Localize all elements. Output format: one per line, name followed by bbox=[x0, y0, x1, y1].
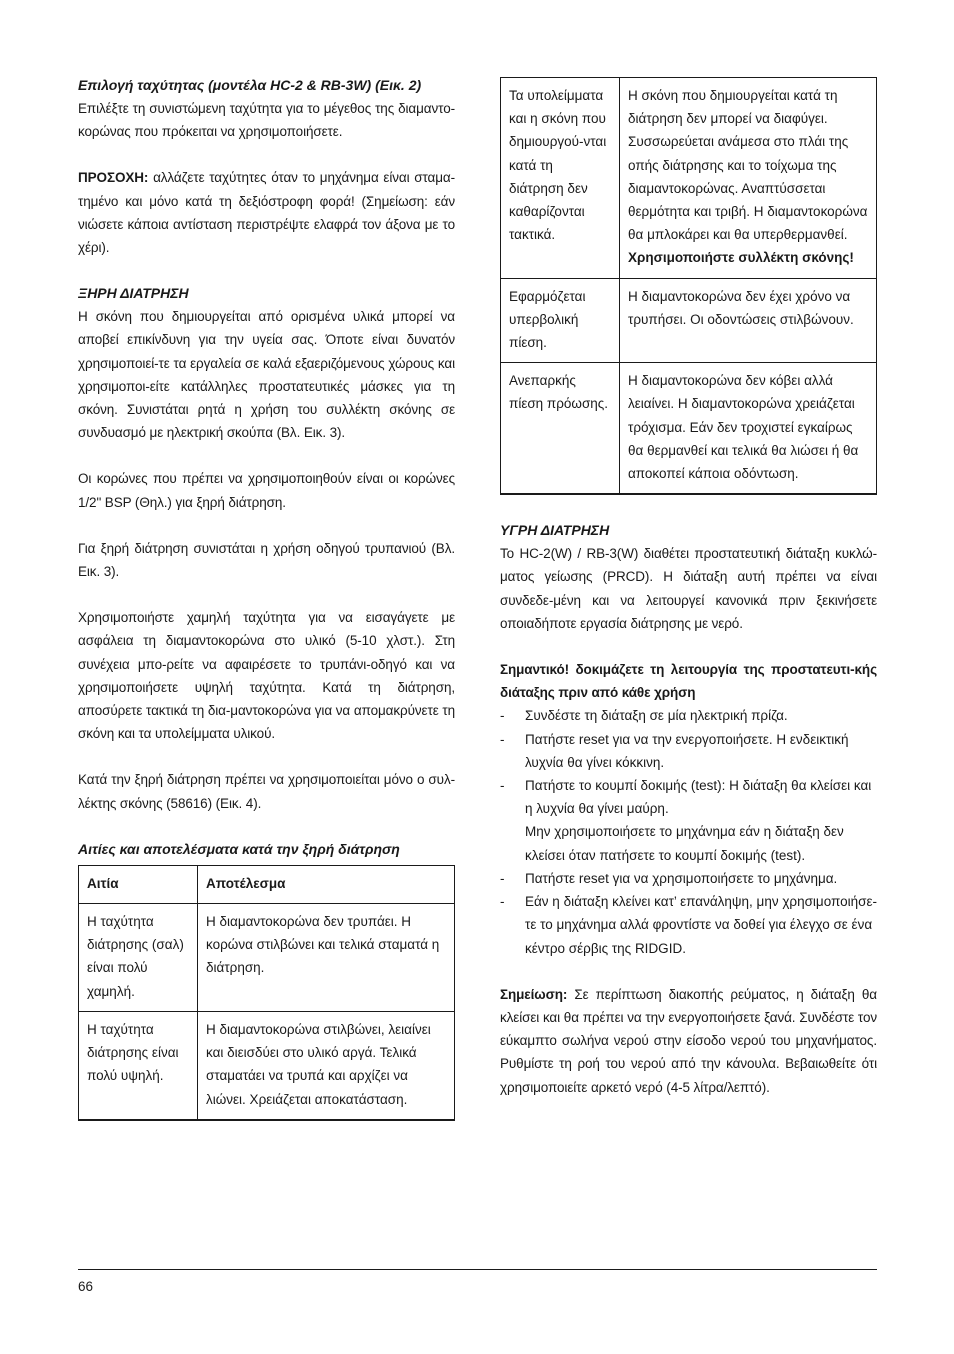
list-item: - Εάν η διάταξη κλείνει κατ’ επανάληψη, μην χρησιμοποιήσε-τε το μηχάνημα αλλά φροντίστε να δοθεί για έλεγχο σε ένα κέντρο σέρβις της RIDGID. bbox=[500, 894, 878, 956]
table-row bbox=[501, 278, 877, 363]
footer-divider bbox=[78, 1269, 877, 1270]
cause-cell: Εφαρμόζεται υπερβολική πίεση. bbox=[501, 278, 620, 363]
caution-text: αλλάζετε ταχύτητες όταν το μηχάνημα είναι σταμα-τημένο και μόνο κατά τη δεξιόστροφη φορά! (Σημείωση: εάν νιώσετε κάποια αντίσταση περιστρέψτε ελαφρά τον άξονα με το χέρι). bbox=[78, 170, 455, 256]
page-number: 66 bbox=[78, 1279, 94, 1294]
effect-bold-text: Χρησιμοποιήστε συλλέκτη σκόνης! bbox=[628, 250, 854, 266]
table-row bbox=[79, 1011, 455, 1119]
table-row bbox=[79, 904, 455, 1012]
cause-cell: Τα υπολείμματα και η σκόνη που δημιουργού-νται κατά τη διάτρηση δεν καθαρίζονται τακτικά. bbox=[501, 78, 620, 279]
wet-drilling-heading: ΥΓΡΗ ΔΙΑΤΡΗΣΗ bbox=[500, 522, 610, 539]
right-column bbox=[500, 77, 877, 1099]
dry-paragraph-5: Κατά την ξηρή διάτρηση πρέπει να χρησιμοποιείται μόνο ο συλ-λέκτης σκόνης (58616) (Εικ. 4). bbox=[78, 772, 455, 811]
speed-heading: Επιλογή ταχύτητας (μοντέλα HC-2 & RB-3W) (Εικ. 2) bbox=[78, 77, 422, 93]
dry-paragraph-1: Η σκόνη που δημιουργείται από ορισμένα υλικά μπορεί να αποβεί επικίνδυνη για την υγεία σας. Όποτε είναι δυνατόν χρησιμοποιεί-τε τα εργαλεία σε καλά εξαεριζόμενους χώρους και χρησιμοποι-είτε κατάλληλες προστατευτικές μάσκες για τη σκόνη. Συνιστάται ρητά η χρήση του συλλέκτη σκόνης σε συνδυασμό με ηλεκτρική σκούπα (Βλ. Εικ. 3). bbox=[78, 309, 455, 441]
table-row bbox=[501, 78, 877, 279]
dry-drilling-heading: ΞΗΡΗ ΔΙΑΤΡΗΣΗ bbox=[78, 285, 189, 302]
list-item: - Συνδέστε τη διάταξη σε μία ηλεκτρική πρίζα. bbox=[500, 708, 788, 724]
speed-text: Επιλέξτε τη συνιστώμενη ταχύτητα για το μέγεθος της διαμαντο-κορώνας που πρόκειται να χρησιμοποιήσετε. bbox=[78, 101, 455, 140]
prcd-test-steps bbox=[500, 704, 877, 959]
cause-cell: Η ταχύτητα διάτρησης (σαλ) είναι πολύ χαμηλή. bbox=[79, 904, 198, 1012]
caution-paragraph bbox=[78, 166, 455, 259]
important-notice: Σημαντικό! δοκιμάζετε τη λειτουργία της προστατευτι-κής διάταξης πριν από κάθε χρήση bbox=[500, 662, 877, 701]
causes-effects-table bbox=[78, 865, 455, 1121]
effect-cell bbox=[620, 78, 877, 279]
list-item-note: Μην χρησιμοποιήσετε το μηχάνημα εάν η διάταξη δεν κλείσει όταν πατήσετε το κουμπί δοκιμής (test). bbox=[525, 824, 844, 863]
effect-text: Η σκόνη που δημιουργείται κατά τη διάτρηση δεν μπορεί να διαφύγει. Συσσωρεύεται ανάμεσα στο πλάι της οπής διάτρησης και το τοίχωμα της διαμαντοκορώνας. Αναπτύσσεται θερμότητα και τριβή. Η διαμαντοκορώνα θα μπλοκάρει και θα υπερθερμανθεί. bbox=[628, 88, 868, 243]
causes-effects-table-continued bbox=[500, 77, 877, 495]
dry-paragraph-4: Χρησιμοποιήστε χαμηλή ταχύτητα για να εισαγάγετε με ασφάλεια τη διαμαντοκορώνα στο υλικό (5-10 χλστ.). Στη συνέχεια μπο-ρείτε να αφαιρέσετε το τρυπάνι-οδηγό και να χρησιμοποιήσετε υψηλή ταχύτητα. Κατά τη διάτρηση, αποσύρετε τακτικά τη δια-μαντοκορώνα για να απομακρύνετε τη σκόνη και τα υπολείμματα υλικού. bbox=[78, 610, 455, 742]
wet-paragraph-1: Το HC-2(W) / RB-3(W) διαθέτει προστατευτική διάταξη κυκλώ-ματος γείωσης (PRCD). Η διάταξη αυτή πρέπει να είναι συνδεδε-μένη και να λειτουργεί κανονικά πριν ξεκινήσετε οποιαδήποτε εργασία διάτρησης με νερό. bbox=[500, 546, 877, 631]
table-header-cause: Αιτία bbox=[79, 865, 198, 903]
effect-cell: Η διαμαντοκορώνα δεν τρυπάει. Η κορώνα στιλβώνει και τελικά σταματά η διάτρηση. bbox=[198, 904, 455, 1012]
list-item: - Πατήστε το κουμπί δοκιμής (test): Η διάταξη θα κλείσει και η λυχνία θα γίνει μαύρη. Μην χρησιμοποιήσετε το μηχάνημα εάν η διάταξη δεν κλείσει όταν πατήσετε το κουμπί δοκιμής (test). bbox=[500, 778, 872, 863]
caution-label: ΠΡΟΣΟΧΗ: bbox=[78, 170, 149, 186]
list-item: - Πατήστε reset για να την ενεργοποιήσετε. Η ενδεικτική λυχνία θα γίνει κόκκινη. bbox=[500, 731, 849, 770]
causes-table-heading: Αιτίες και αποτελέσματα κατά την ξηρή διάτρηση bbox=[78, 840, 400, 857]
note-paragraph bbox=[500, 983, 877, 1099]
dry-paragraph-2: Οι κορώνες που πρέπει να χρησιμοποιηθούν είναι οι κορώνες 1/2" BSP (Θηλ.) για ξηρή διάτρηση. bbox=[78, 471, 455, 510]
effect-cell: Η διαμαντοκορώνα στιλβώνει, λειαίνει και διεισδύει στο υλικό αργά. Τελικά σταματάει να τρυπά και αρχίζει να λιώνει. Χρειάζεται αποκατάσταση. bbox=[198, 1011, 455, 1119]
list-item: - Πατήστε reset για να χρησιμοποιήσετε το μηχάνημα. bbox=[500, 870, 838, 886]
table-header-effect: Αποτέλεσμα bbox=[198, 865, 455, 903]
left-column bbox=[78, 74, 455, 1121]
cause-cell: Ανεπαρκής πίεση πρόωσης. bbox=[501, 363, 620, 495]
note-text: Σε περίπτωση διακοπής ρεύματος, η διάταξη θα κλείσει και θα πρέπει να την ενεργοποιήσετε ξανά. Συνδέστε τον εύκαμπτο σωλήνα νερού στην είσοδο νερού του μηχανήματος. Ρυθμίστε τη ροή του νερού από την κάνουλα. Βεβαιωθείτε ότι χρησιμοποιείτε αρκετό νερό (4-5 λίτρα/λεπτό). bbox=[500, 986, 877, 1095]
table-header-row bbox=[79, 865, 455, 903]
dry-paragraph-3: Για ξηρή διάτρηση συνιστάται η χρήση οδηγού τρυπανιού (Βλ. Εικ. 3). bbox=[78, 540, 455, 580]
cause-cell: Η ταχύτητα διάτρησης είναι πολύ υψηλή. bbox=[79, 1011, 198, 1119]
note-label: Σημείωση: bbox=[500, 986, 568, 1002]
effect-cell: Η διαμαντοκορώνα δεν κόβει αλλά λειαίνει. Η διαμαντοκορώνα χρειάζεται τρόχισμα. Εάν δεν τροχιστεί εγκαίρως θα θερμανθεί και τελικά θα λιώσει ή θα αποκοπεί κάποια οδόντωση. bbox=[620, 363, 877, 495]
effect-cell: Η διαμαντοκορώνα δεν έχει χρόνο να τρυπήσει. Οι οδοντώσεις στιλβώνουν. bbox=[620, 278, 877, 363]
table-row bbox=[501, 363, 877, 495]
